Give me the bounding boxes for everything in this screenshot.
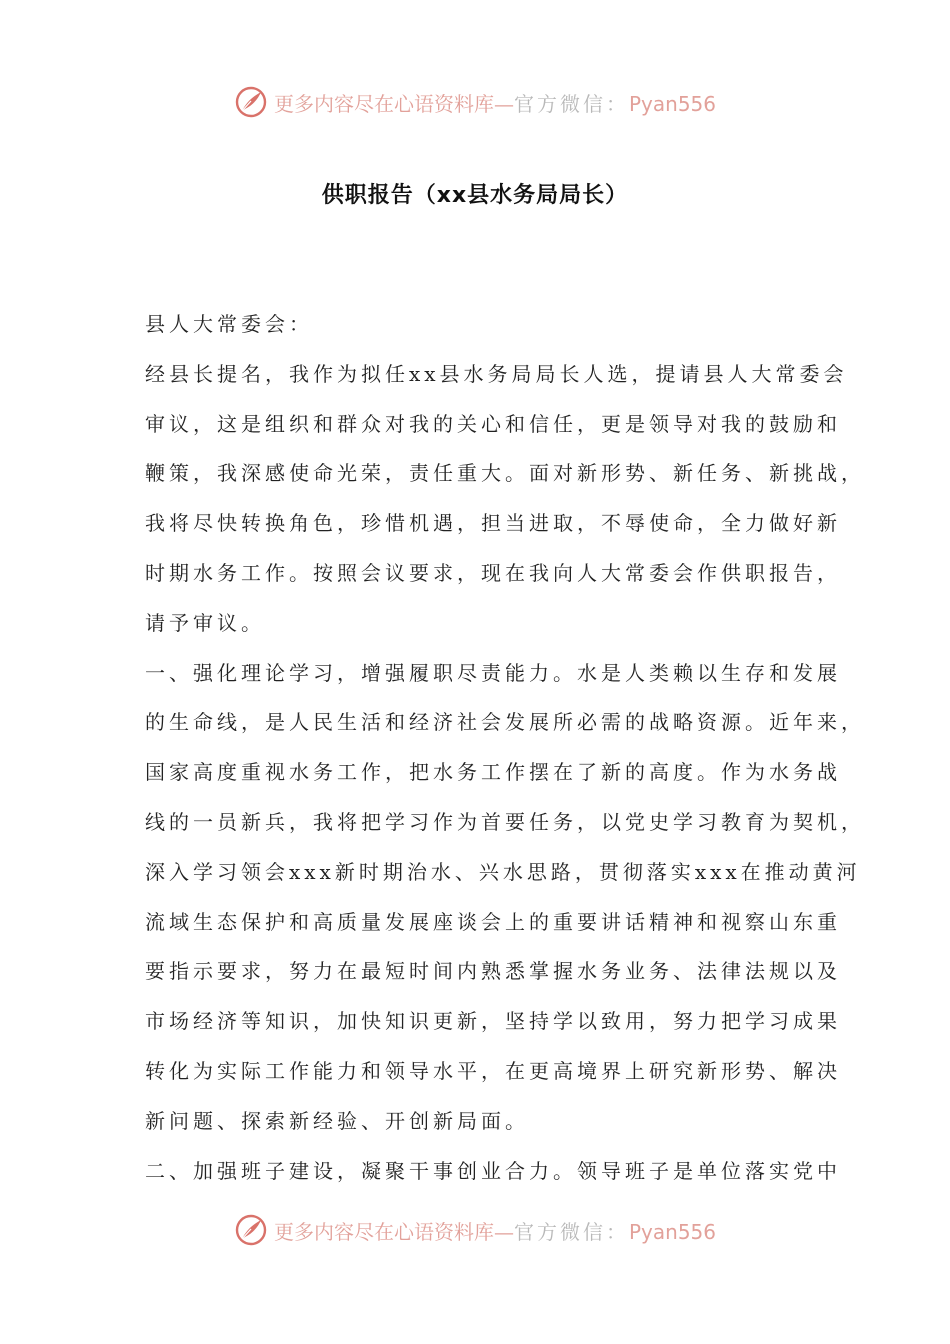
body-line: 要指示要求，努力在最短时间内熟悉掌握水务业务、法律法规以及 bbox=[145, 959, 841, 984]
watermark-label: 官方微信： bbox=[513, 91, 629, 116]
body-line: 二、加强班子建设，凝聚干事创业合力。领导班子是单位落实党中 bbox=[145, 1158, 841, 1183]
watermark-header bbox=[0, 82, 950, 122]
body-line: 市场经济等知识，加快知识更新，坚持学以致用，努力把学习成果 bbox=[145, 1009, 841, 1034]
quill-logo-icon bbox=[234, 85, 268, 119]
body-line: 线的一员新兵，我将把学习作为首要任务，以党史学习教育为契机， bbox=[145, 809, 865, 834]
body-line: 国家高度重视水务工作，把水务工作摆在了新的高度。作为水务战 bbox=[145, 760, 841, 785]
watermark-text bbox=[274, 88, 716, 117]
body-line: 时期水务工作。按照会议要求，现在我向人大常委会作供职报告， bbox=[145, 560, 841, 585]
watermark-brand: 更多内容尽在心语资料库 bbox=[273, 1219, 494, 1244]
watermark-separator: — bbox=[493, 91, 514, 116]
body-line: 县人大常委会： bbox=[145, 312, 313, 336]
watermark-text bbox=[274, 1216, 716, 1245]
body-line: 转化为实际工作能力和领导水平，在更高境界上研究新形势、解决 bbox=[145, 1058, 841, 1083]
body-line: 流域生态保护和高质量发展座谈会上的重要讲话精神和视察山东重 bbox=[145, 909, 841, 934]
watermark-label: 官方微信： bbox=[513, 1219, 629, 1244]
body-line: 一、强化理论学习，增强履职尽责能力。水是人类赖以生存和发展 bbox=[145, 660, 841, 685]
body-line: 我将尽快转换角色，珍惜机遇，担当进取，不辱使命，全力做好新 bbox=[145, 511, 841, 536]
watermark-id: Pyan556 bbox=[628, 1219, 716, 1244]
body-line: 鞭策，我深感使命光荣，责任重大。面对新形势、新任务、新挑战， bbox=[145, 461, 865, 486]
body-line: 深入学习领会xxx新时期治水、兴水思路，贯彻落实xxx在推动黄河 bbox=[145, 859, 861, 884]
document-body bbox=[145, 300, 865, 1196]
body-line: 经县长提名，我作为拟任xx县水务局局长人选，提请县人大常委会 bbox=[145, 361, 848, 386]
body-line: 请予审议。 bbox=[145, 610, 265, 635]
body-line: 审议，这是组织和群众对我的关心和信任，更是领导对我的鼓励和 bbox=[145, 411, 841, 436]
quill-logo-icon bbox=[234, 1213, 268, 1247]
watermark-brand: 更多内容尽在心语资料库 bbox=[273, 91, 494, 116]
document-title: 供职报告（xx县水务局局长） bbox=[321, 183, 629, 208]
body-line: 新问题、探索新经验、开创新局面。 bbox=[145, 1108, 529, 1133]
watermark-separator: — bbox=[493, 1219, 514, 1244]
body-line: 的生命线，是人民生活和经济社会发展所必需的战略资源。近年来， bbox=[145, 710, 865, 735]
watermark-footer bbox=[0, 1210, 950, 1250]
watermark-id: Pyan556 bbox=[628, 91, 716, 116]
